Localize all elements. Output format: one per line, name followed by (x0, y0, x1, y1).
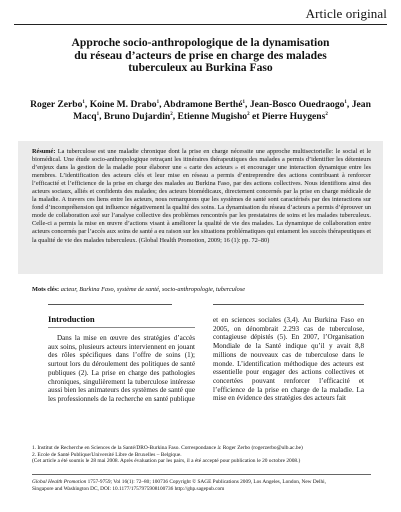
author-name: Roger Zerbo (30, 99, 83, 110)
author-name: Bruno Dujardin (103, 110, 171, 122)
footnote: 2. Ecole de Santé Publique/Université Libre de Bruxelles – Belgique. (32, 451, 182, 458)
footnote: (Cet article a été soumis le 28 mai 2008. Après évaluation par les pairs, il a été accepté pour publication le 20 octobre 2008.) (32, 458, 301, 465)
author-affiliation: 1 (344, 99, 347, 105)
abstract-text: La tuberculose est une maladie chronique dont la prise en charge nécessite une approche multisectorielle: le social et le biomédical. Une étude socio-anthropologique retraçant les itinéraires thérapeutiques des malades a permis d’identifier les détenteurs d’enjeux dans la gestion de la maladie pour élaborer une « carte des acteurs » et encourager une interaction dynamique entre les membres. L’identification des acteurs clés et leur mise en réseau a permis d’entreprendre des actions contribuant à renforcer l’efficacité et l’efficience de la prise en charge des malades au Burkina Faso, par des actions collectives. Nous identifions ainsi des acteurs sociaux, alliés et confidents des malades; des acteurs biomédicaux, directement concernés par la prise en charge médicale de la maladie. A travers ces liens entre les acteurs, nous remarquons que les systèmes de santé sont caractérisés par des interactions sur fond d’incompréhension qui influence négativement la qualité des soins. La dynamisation du réseau d’acteurs a permis d’éprouver un mode de collaboration axé sur l’analyse collective des problèmes rencontrés par les prestataires de soins et les malades tuberculeux. Celle-ci a permis la mise en œuvre d’actions visant à améliorer la qualité de vie des malades. La dynamique de collaboration entre acteurs concernés par l’accès aux soins de santé a eu raison sur les situations problématiques qui entament les succès thérapeutiques et la qualité de vie des malades tuberculeux. (Global Health Promotion, 2009; 16 (1): pp. 72–80) (32, 148, 372, 244)
journal-name: Global Health Promotion (32, 479, 87, 485)
body-column-left: Dans la mise en œuvre des stratégies d’accès aux soins, plusieurs acteurs interviennent en jouant des rôles spécifiques dans l’offre de soins (1); surtout lors du déroulement des politiques de santé publiques (2). La prise en charge des pathologies chroniques, singulièrement la tuberculose intéresse aussi bien les animateurs des systèmes de santé que les professionnels de la recherche en santé publique (48, 334, 195, 403)
section-heading: Introduction (48, 314, 95, 324)
author-name: Etienne Mugisho (177, 110, 248, 122)
author-affiliation: 2 (247, 111, 250, 117)
body-column-right: et en sciences sociales (3,4). Au Burkina Faso en 2005, on dénombrait 2.293 cas de tuberculose, contagieuse dépistés (5). En 2007, l’Organisation Mondiale de la Santé indique qu’il y avait 8,8 millions de nouveaux cas de tuberculose dans le monde. L’identification méthodique des acteurs est essentielle pour engager des actions collectives et concertées pouvant renforcer l’efficacité et l’efficience de la prise en charge de la maladie. La mise en évidence des stratégies des acteurs fait (213, 316, 364, 403)
author-affiliation: 1 (82, 99, 85, 105)
header-rule (14, 24, 387, 25)
keywords (32, 286, 371, 294)
journal-info: Singapore and Washington DC, DOI: 10.1177/1757975908100736 http://ghp.sagepub.com (32, 485, 225, 492)
abstract (32, 148, 371, 245)
keywords-label: Mots clés: (32, 286, 60, 293)
heading-rule (48, 327, 195, 328)
author-affiliation: 1 (96, 111, 100, 117)
footnote: 1. Institut de Recherche en Sciences de la Santé/DRO-Burkina Faso. Correspondance à: Roger Zerbo (rogerzerbo@ulb.ac.be) (32, 445, 303, 451)
abstract-label: Résumé: (32, 148, 56, 155)
title-line: tuberculeux au Burkina Faso (128, 61, 273, 75)
section-label: Article original (305, 6, 387, 21)
keywords-text: acteur, Burkina Faso, système de santé, socio-anthropologie, tuberculose (60, 286, 246, 293)
author-affiliation: 2 (170, 111, 173, 117)
author-affiliation: 2 (325, 111, 328, 117)
footnotes (32, 445, 371, 465)
author-name: Pierre Huygens (261, 110, 326, 122)
footer-rule (32, 474, 371, 475)
journal-info: 1757-9759; Vol 16(1): 72–80; 100736 Copyright © SAGE Publications 2009, Los Angeles, London, New Delhi, (86, 479, 326, 485)
author-list: Roger Zerbo$^1$, Koine M. Drabo$^1$, Abdramone Berthé$^1$, Jean-Bosco Ouedraogo$^1$, Jean Macq$^1$, Bruno Dujardin$^2$, Etienne Mugisho$^2$ et Pierre Huygens$^2$ (30, 99, 371, 122)
author-name: Abdramone Berthé (163, 99, 243, 110)
author-name: Jean Macq (73, 99, 371, 122)
column-divider (48, 304, 172, 305)
author-affiliation: 1 (242, 99, 246, 105)
title-line: du réseau d’acteurs de prise en charge des malades (74, 48, 327, 62)
article-title (20, 37, 381, 75)
journal-footer (32, 479, 373, 492)
column-divider (213, 304, 364, 305)
author-name: Koine M. Drabo (89, 99, 157, 110)
author-name: Jean-Bosco Ouedraogo (249, 99, 345, 110)
author-affiliation: 1 (156, 99, 160, 105)
title-line: Approche socio-anthropologique de la dynamisation (71, 36, 330, 49)
